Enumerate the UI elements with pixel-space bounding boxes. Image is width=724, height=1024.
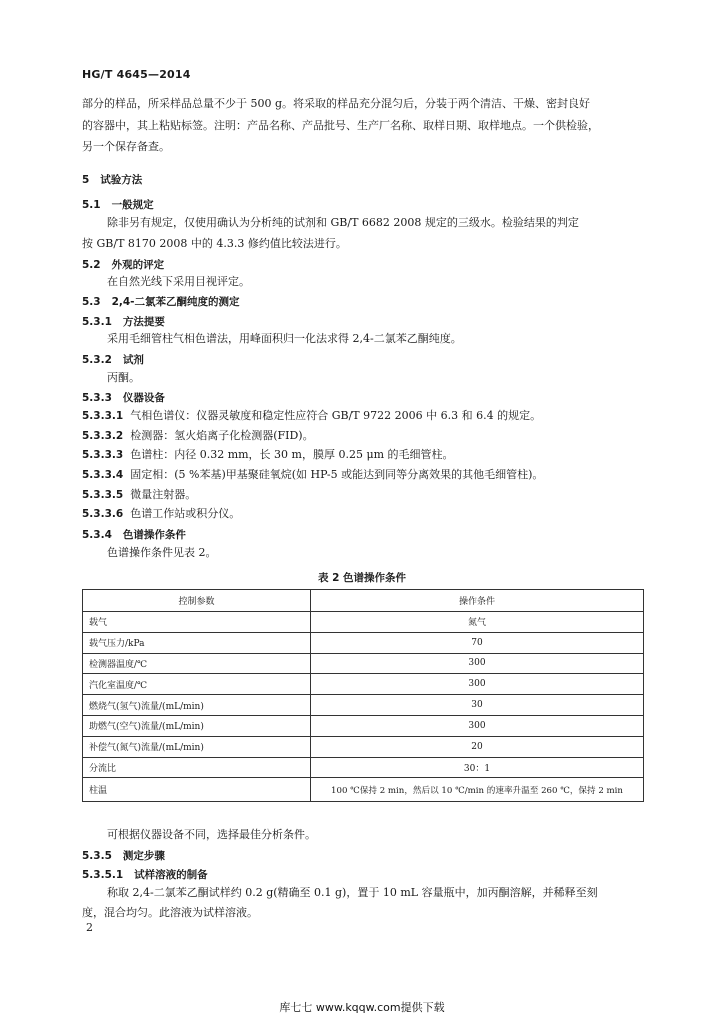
param-cell: 柱温 (83, 778, 311, 802)
section-title: 仪器设备 (122, 392, 165, 404)
section-number: 5.3.4 (82, 529, 112, 541)
param-cell: 汽化室温度/℃ (83, 674, 311, 695)
section-5-3-heading (82, 294, 240, 309)
item-text: 检测器：氢火焰离子化检测器(FID)。 (130, 429, 314, 442)
section-title: 测定步骤 (122, 850, 165, 862)
section-title: 外观的评定 (111, 259, 165, 271)
header-cell: 控制参数 (83, 590, 311, 612)
standard-code: HG/T 4645—2014 (82, 68, 191, 81)
item-text: 色谱柱：内径 0.32 mm，长 30 m，膜厚 0.25 μm 的毛细管柱。 (130, 448, 454, 461)
param-cell: 检测器温度/℃ (83, 653, 311, 674)
section-number: 5.1 (82, 199, 101, 211)
table-row (83, 653, 644, 674)
item-text: 固定相：(5 %苯基)甲基聚硅氧烷(如 HP-5 或能达到同等分离效果的其他毛细管柱)。 (130, 468, 544, 481)
item-5-3-3-6 (82, 507, 240, 521)
item-number: 5.3.3.6 (82, 508, 124, 520)
table-row (83, 612, 644, 633)
section-title: 方法提要 (122, 316, 165, 328)
section-number: 5.3.2 (82, 354, 112, 366)
intro-line-2: 的容器中，其上粘贴标签。注明：产品名称、产品批号、生产厂名称、取样日期、取样地点。一个供检验， (82, 119, 599, 132)
section-5-3-2-heading (82, 352, 144, 367)
value-cell: 30 (311, 695, 644, 716)
paragraph-line: 采用毛细管柱气相色谱法，用峰面积归一化法求得 2,4-二氯苯乙酮纯度。 (107, 332, 462, 345)
section-number: 5 (82, 174, 90, 186)
item-text: 色谱工作站或积分仪。 (130, 507, 241, 520)
section-title: 一般规定 (111, 199, 154, 211)
section-5-3-1-heading (82, 314, 165, 329)
item-number: 5.3.3.3 (82, 449, 124, 461)
paragraph-line: 色谱操作条件见表 2。 (107, 546, 217, 559)
section-5-3-3-heading (82, 390, 165, 405)
table-row (83, 695, 644, 716)
item-5-3-3-3 (82, 448, 454, 462)
table-row (83, 715, 644, 736)
item-number: 5.3.3.1 (82, 410, 124, 422)
item-5-3-3-4 (82, 468, 543, 482)
section-5-3-5-heading (82, 848, 165, 863)
table-row (83, 778, 644, 802)
item-5-3-3-2 (82, 429, 314, 443)
item-number: 5.3.3.5 (82, 489, 124, 501)
value-cell: 氮气 (311, 612, 644, 633)
table-row (83, 757, 644, 778)
section-title: 试验方法 (100, 174, 143, 186)
value-cell: 300 (311, 674, 644, 695)
section-5-1-heading (82, 197, 154, 212)
item-5-3-3-1 (82, 409, 541, 423)
intro-line-3: 另一个保存备查。 (82, 140, 170, 153)
param-cell: 载气压力/kPa (83, 632, 311, 653)
section-number: 5.3.3 (82, 392, 112, 404)
param-cell: 燃烧气(氢气)流量/(mL/min) (83, 695, 311, 716)
paragraph-line: 度，混合均匀。此溶液为试样溶液。 (82, 906, 258, 919)
page-number: 2 (86, 921, 93, 934)
value-cell: 300 (311, 715, 644, 736)
value-cell: 30：1 (311, 757, 644, 778)
header-cell: 操作条件 (311, 590, 644, 612)
item-number: 5.3.3.4 (82, 469, 124, 481)
section-number: 5.3 (82, 296, 101, 308)
section-number: 5.3.1 (82, 316, 112, 328)
section-number: 5.3.5 (82, 850, 112, 862)
paragraph-line: 除非另有规定，仅使用确认为分析纯的试剂和 GB/T 6682 2008 规定的三级水。检验结果的判定 (107, 216, 579, 229)
param-cell: 分流比 (83, 757, 311, 778)
section-title: 色谱操作条件 (122, 529, 186, 541)
param-cell: 载气 (83, 612, 311, 633)
value-cell: 20 (311, 736, 644, 757)
paragraph-line: 丙酮。 (107, 371, 140, 384)
value-cell: 100 ℃保持 2 min，然后以 10 ℃/min 的速率升温至 260 ℃，保持 2 min (311, 778, 644, 802)
item-number: 5.3.3.2 (82, 430, 124, 442)
table-header-row (83, 590, 644, 612)
param-cell: 助燃气(空气)流量/(mL/min) (83, 715, 311, 736)
item-5-3-3-5 (82, 488, 196, 502)
item-text: 微量注射器。 (130, 488, 197, 501)
table-row (83, 736, 644, 757)
section-number: 5.3.5.1 (82, 869, 124, 881)
section-title: 试剂 (122, 354, 144, 366)
value-cell: 300 (311, 653, 644, 674)
section-title: 试样溶液的制备 (134, 869, 208, 881)
section-title: 2,4-二氯苯乙酮纯度的测定 (111, 296, 240, 308)
section-5-2-heading (82, 257, 164, 272)
table-caption: 表 2 色谱操作条件 (317, 572, 407, 584)
value-cell: 70 (311, 632, 644, 653)
download-source-footer: 库七七 www.kqqw.com提供下载 (279, 1001, 445, 1014)
paragraph-line: 称取 2,4-二氯苯乙酮试样约 0.2 g(精确至 0.1 g)，置于 10 mL 容量瓶中，加丙酮溶解，并稀释至刻 (107, 886, 598, 899)
section-number: 5.2 (82, 259, 101, 271)
param-cell: 补偿气(氮气)流量/(mL/min) (83, 736, 311, 757)
item-text: 气相色谱仪：仪器灵敏度和稳定性应符合 GB/T 9722 2006 中 6.3 和 6.4 的规定。 (130, 409, 542, 422)
chromatography-conditions-table (82, 589, 644, 802)
table-row (83, 674, 644, 695)
paragraph-line: 在自然光线下采用目视评定。 (107, 275, 250, 288)
intro-line-1: 部分的样品，所采样品总量不少于 500 g。将采取的样品充分混匀后，分装于两个清洁、干燥、密封良好 (82, 97, 591, 110)
section-5-heading (82, 172, 142, 187)
section-5-3-5-1-heading (82, 867, 208, 882)
paragraph-line: 可根据仪器设备不同，选择最佳分析条件。 (107, 828, 316, 841)
table-row (83, 632, 644, 653)
paragraph-line: 按 GB/T 8170 2008 中的 4.3.3 修约值比较法进行。 (82, 237, 347, 250)
section-5-3-4-heading (82, 527, 186, 542)
